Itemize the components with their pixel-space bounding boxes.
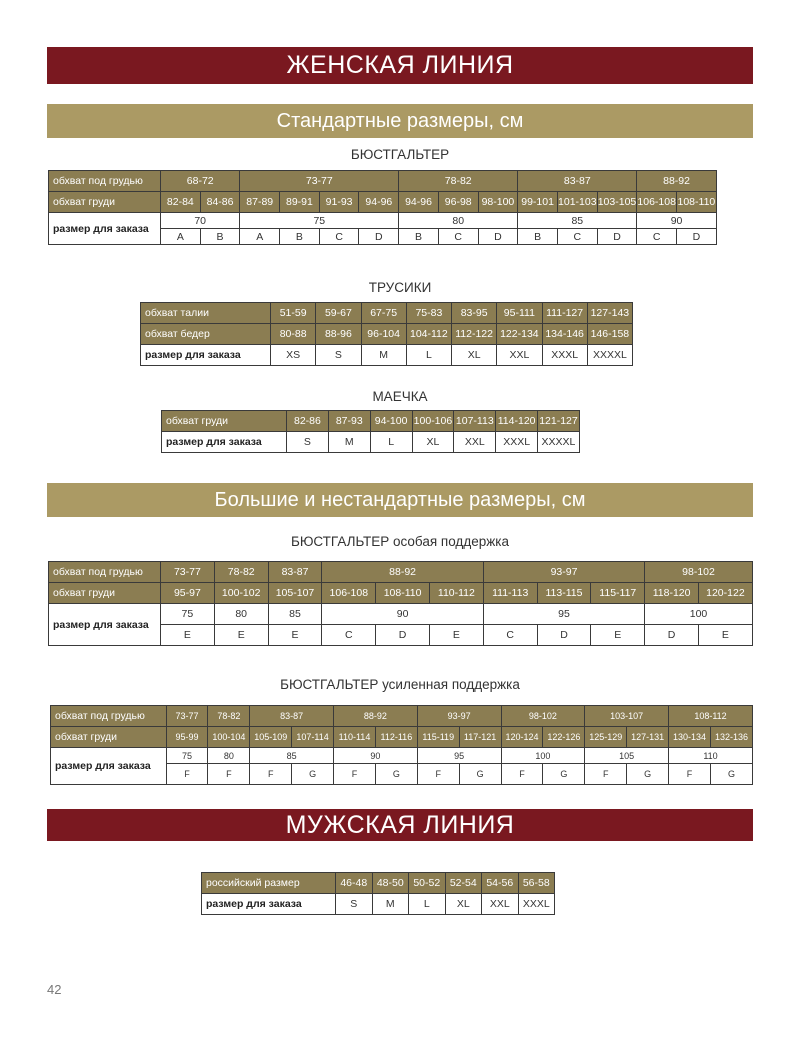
table-cell: E bbox=[699, 625, 753, 646]
panties-size-table bbox=[140, 302, 633, 366]
table-row bbox=[51, 748, 753, 764]
table-cell: 127-131 bbox=[627, 727, 669, 748]
table-cell: L bbox=[406, 345, 451, 366]
table-cell: S bbox=[287, 432, 329, 453]
table-cell: S bbox=[336, 894, 373, 915]
men-line-title: МУЖСКАЯ ЛИНИЯ bbox=[285, 810, 515, 839]
table-cell: G bbox=[627, 764, 669, 785]
table-cell: M bbox=[372, 894, 409, 915]
table-cell: 83-87 bbox=[268, 562, 322, 583]
table-cell: G bbox=[292, 764, 334, 785]
table-cell: XXXL bbox=[496, 432, 538, 453]
table-cell: G bbox=[375, 764, 417, 785]
table-cell: 56-58 bbox=[518, 873, 555, 894]
page-number: 42 bbox=[47, 982, 62, 997]
table-cell: 108-110 bbox=[677, 192, 717, 213]
table-cell: 88-92 bbox=[637, 171, 716, 192]
table-cell: 94-96 bbox=[359, 192, 399, 213]
table-cell: 73-77 bbox=[166, 706, 208, 727]
table-row bbox=[141, 303, 633, 324]
table-cell: 70 bbox=[161, 213, 240, 229]
table-cell: M bbox=[328, 432, 370, 453]
table-cell: 75 bbox=[161, 604, 215, 625]
men-size-table bbox=[201, 872, 555, 915]
table-cell: 90 bbox=[322, 604, 483, 625]
table-cell: 88-92 bbox=[322, 562, 483, 583]
table-cell: XL bbox=[445, 894, 482, 915]
table-cell: F bbox=[585, 764, 627, 785]
table-cell: 100-102 bbox=[214, 583, 268, 604]
table-row bbox=[51, 706, 753, 727]
table-cell: 118-120 bbox=[645, 583, 699, 604]
standard-sizes-banner bbox=[47, 104, 753, 138]
table-row bbox=[202, 873, 555, 894]
table-cell: E bbox=[591, 625, 645, 646]
table-cell: F bbox=[669, 764, 711, 785]
table-cell: 89-91 bbox=[280, 192, 320, 213]
table-row bbox=[141, 324, 633, 345]
bra-reinforced-size-table bbox=[50, 705, 753, 785]
table-cell: XXXXL bbox=[538, 432, 580, 453]
table-cell: 94-100 bbox=[370, 411, 412, 432]
table-cell: 104-112 bbox=[406, 324, 451, 345]
table-cell: 85 bbox=[250, 748, 334, 764]
standard-sizes-title: Стандартные размеры, см bbox=[276, 109, 524, 132]
row-label: обхват груди bbox=[49, 583, 161, 604]
table-cell: B bbox=[518, 229, 558, 245]
table-cell: 112-122 bbox=[452, 324, 497, 345]
table-cell: 90 bbox=[334, 748, 418, 764]
table-cell: 48-50 bbox=[372, 873, 409, 894]
table-cell: 132-136 bbox=[710, 727, 752, 748]
table-row bbox=[49, 562, 753, 583]
table-cell: 106-108 bbox=[637, 192, 677, 213]
table-cell: XXXXL bbox=[587, 345, 632, 366]
row-label: размер для заказа bbox=[51, 748, 167, 785]
table-cell: 99-101 bbox=[518, 192, 558, 213]
table-cell: 122-134 bbox=[497, 324, 542, 345]
table-cell: 78-82 bbox=[208, 706, 250, 727]
table-cell: 90 bbox=[637, 213, 716, 229]
table-cell: 100-104 bbox=[208, 727, 250, 748]
table-cell: 73-77 bbox=[161, 562, 215, 583]
table-cell: D bbox=[478, 229, 518, 245]
table-row bbox=[49, 604, 753, 625]
table-cell: 146-158 bbox=[587, 324, 632, 345]
table-cell: 80-88 bbox=[271, 324, 316, 345]
table-row bbox=[51, 727, 753, 748]
table-cell: D bbox=[645, 625, 699, 646]
table-cell: D bbox=[677, 229, 717, 245]
table-cell: 85 bbox=[518, 213, 637, 229]
table-cell: D bbox=[537, 625, 591, 646]
table-cell: D bbox=[359, 229, 399, 245]
table-cell: XL bbox=[452, 345, 497, 366]
row-label: обхват бедер bbox=[141, 324, 271, 345]
table-cell: 88-92 bbox=[334, 706, 418, 727]
table-cell: E bbox=[429, 625, 483, 646]
table-cell: 95 bbox=[483, 604, 644, 625]
table-cell: 75 bbox=[240, 213, 399, 229]
table-cell: 113-115 bbox=[537, 583, 591, 604]
table-cell: 80 bbox=[214, 604, 268, 625]
table-row bbox=[162, 411, 580, 432]
table-cell: 95-97 bbox=[161, 583, 215, 604]
table-cell: L bbox=[370, 432, 412, 453]
table-cell: 120-124 bbox=[501, 727, 543, 748]
table-cell: 91-93 bbox=[319, 192, 359, 213]
table-cell: 93-97 bbox=[483, 562, 644, 583]
table-cell: 87-89 bbox=[240, 192, 280, 213]
table-cell: 46-48 bbox=[336, 873, 373, 894]
table-cell: 120-122 bbox=[699, 583, 753, 604]
table-cell: 95-111 bbox=[497, 303, 542, 324]
row-label: обхват груди bbox=[49, 192, 161, 213]
table-cell: 83-95 bbox=[452, 303, 497, 324]
table-cell: 78-82 bbox=[214, 562, 268, 583]
table-cell: E bbox=[268, 625, 322, 646]
table-cell: 59-67 bbox=[316, 303, 361, 324]
table-row bbox=[162, 432, 580, 453]
table-cell: 122-126 bbox=[543, 727, 585, 748]
table-cell: 83-87 bbox=[518, 171, 637, 192]
table-row bbox=[141, 345, 633, 366]
table-cell: 105-107 bbox=[268, 583, 322, 604]
table-cell: G bbox=[459, 764, 501, 785]
table-cell: 87-93 bbox=[328, 411, 370, 432]
women-line-title: ЖЕНСКАЯ ЛИНИЯ bbox=[286, 51, 514, 79]
table-cell: A bbox=[161, 229, 201, 245]
table-cell: 107-114 bbox=[292, 727, 334, 748]
row-label: обхват груди bbox=[51, 727, 167, 748]
row-label: обхват под грудью bbox=[51, 706, 167, 727]
row-label: размер для заказа bbox=[162, 432, 287, 453]
table-cell: F bbox=[208, 764, 250, 785]
table-cell: 50-52 bbox=[409, 873, 446, 894]
table-cell: 108-110 bbox=[376, 583, 430, 604]
table-cell: 78-82 bbox=[399, 171, 518, 192]
table-cell: 98-100 bbox=[478, 192, 518, 213]
table-cell: A bbox=[240, 229, 280, 245]
table-row bbox=[202, 894, 555, 915]
table-cell: 67-75 bbox=[361, 303, 406, 324]
table-cell: 121-127 bbox=[538, 411, 580, 432]
table-cell: 127-143 bbox=[587, 303, 632, 324]
table-cell: 100-106 bbox=[412, 411, 454, 432]
table-cell: XXL bbox=[454, 432, 496, 453]
table-cell: L bbox=[409, 894, 446, 915]
bra-special-table-title: БЮСТГАЛЬТЕР особая поддержка bbox=[291, 534, 509, 549]
table-cell: 110 bbox=[669, 748, 753, 764]
table-cell: 101-103 bbox=[557, 192, 597, 213]
row-label: размер для заказа bbox=[141, 345, 271, 366]
table-cell: XXL bbox=[482, 894, 519, 915]
table-cell: 93-97 bbox=[417, 706, 501, 727]
bra-size-table bbox=[48, 170, 717, 245]
tank-size-table bbox=[161, 410, 580, 453]
row-label: размер для заказа bbox=[49, 213, 161, 245]
row-label: размер для заказа bbox=[49, 604, 161, 646]
table-cell: C bbox=[438, 229, 478, 245]
table-cell: 115-119 bbox=[417, 727, 459, 748]
table-cell: C bbox=[483, 625, 537, 646]
women-line-banner bbox=[47, 47, 753, 84]
table-cell: C bbox=[557, 229, 597, 245]
table-cell: 84-86 bbox=[200, 192, 240, 213]
table-cell: 96-104 bbox=[361, 324, 406, 345]
table-cell: 111-127 bbox=[542, 303, 587, 324]
table-cell: F bbox=[501, 764, 543, 785]
table-cell: 105 bbox=[585, 748, 669, 764]
row-label: обхват груди bbox=[162, 411, 287, 432]
table-cell: E bbox=[214, 625, 268, 646]
table-cell: C bbox=[637, 229, 677, 245]
table-cell: 52-54 bbox=[445, 873, 482, 894]
table-cell: 125-129 bbox=[585, 727, 627, 748]
table-row bbox=[49, 192, 717, 213]
table-cell: 96-98 bbox=[438, 192, 478, 213]
table-cell: 100 bbox=[501, 748, 585, 764]
table-cell: F bbox=[417, 764, 459, 785]
bra-table-title: БЮСТГАЛЬТЕР bbox=[350, 147, 450, 162]
table-cell: D bbox=[376, 625, 430, 646]
table-cell: 98-102 bbox=[501, 706, 585, 727]
table-cell: 54-56 bbox=[482, 873, 519, 894]
table-cell: 82-86 bbox=[287, 411, 329, 432]
table-cell: 111-113 bbox=[483, 583, 537, 604]
table-cell: 85 bbox=[268, 604, 322, 625]
table-cell: 106-108 bbox=[322, 583, 376, 604]
row-label: обхват под грудью bbox=[49, 171, 161, 192]
table-cell: C bbox=[322, 625, 376, 646]
table-cell: B bbox=[280, 229, 320, 245]
table-cell: 80 bbox=[208, 748, 250, 764]
table-cell: M bbox=[361, 345, 406, 366]
table-cell: 98-102 bbox=[645, 562, 753, 583]
table-row bbox=[49, 171, 717, 192]
table-cell: F bbox=[334, 764, 376, 785]
table-cell: 95-99 bbox=[166, 727, 208, 748]
table-cell: 134-146 bbox=[542, 324, 587, 345]
table-row bbox=[49, 583, 753, 604]
table-cell: 105-109 bbox=[250, 727, 292, 748]
bra-special-size-table bbox=[48, 561, 753, 646]
panties-table-title: ТРУСИКИ bbox=[368, 280, 432, 295]
table-cell: XXXL bbox=[542, 345, 587, 366]
table-cell: 103-105 bbox=[597, 192, 637, 213]
row-label: российский размер bbox=[202, 873, 336, 894]
table-cell: 115-117 bbox=[591, 583, 645, 604]
row-label: обхват талии bbox=[141, 303, 271, 324]
table-cell: 114-120 bbox=[496, 411, 538, 432]
table-cell: 80 bbox=[399, 213, 518, 229]
table-cell: 110-112 bbox=[429, 583, 483, 604]
tank-table-title: МАЕЧКА bbox=[372, 389, 428, 404]
table-cell: 110-114 bbox=[334, 727, 376, 748]
men-line-banner bbox=[47, 809, 753, 841]
table-cell: XXXL bbox=[518, 894, 555, 915]
table-cell: 95 bbox=[417, 748, 501, 764]
table-cell: 130-134 bbox=[669, 727, 711, 748]
table-cell: F bbox=[166, 764, 208, 785]
table-cell: G bbox=[543, 764, 585, 785]
table-cell: 107-113 bbox=[454, 411, 496, 432]
table-cell: 100 bbox=[645, 604, 753, 625]
row-label: обхват под грудью bbox=[49, 562, 161, 583]
table-cell: 82-84 bbox=[161, 192, 201, 213]
table-cell: C bbox=[319, 229, 359, 245]
large-sizes-title: Большие и нестандартные размеры, см bbox=[214, 488, 586, 511]
table-cell: B bbox=[200, 229, 240, 245]
table-cell: 75 bbox=[166, 748, 208, 764]
table-row bbox=[49, 213, 717, 229]
table-cell: 73-77 bbox=[240, 171, 399, 192]
table-cell: XXL bbox=[497, 345, 542, 366]
table-cell: XL bbox=[412, 432, 454, 453]
table-cell: E bbox=[161, 625, 215, 646]
table-cell: D bbox=[597, 229, 637, 245]
table-cell: 117-121 bbox=[459, 727, 501, 748]
table-cell: 88-96 bbox=[316, 324, 361, 345]
table-cell: 103-107 bbox=[585, 706, 669, 727]
table-cell: XS bbox=[271, 345, 316, 366]
bra-reinforced-table-title: БЮСТГАЛЬТЕР усиленная поддержка bbox=[280, 677, 520, 692]
table-cell: F bbox=[250, 764, 292, 785]
table-cell: 75-83 bbox=[406, 303, 451, 324]
table-cell: 83-87 bbox=[250, 706, 334, 727]
table-cell: G bbox=[710, 764, 752, 785]
table-cell: S bbox=[316, 345, 361, 366]
row-label: размер для заказа bbox=[202, 894, 336, 915]
table-cell: 112-116 bbox=[375, 727, 417, 748]
table-cell: 94-96 bbox=[399, 192, 439, 213]
large-sizes-banner bbox=[47, 483, 753, 517]
table-cell: 68-72 bbox=[161, 171, 240, 192]
table-cell: B bbox=[399, 229, 439, 245]
table-cell: 51-59 bbox=[271, 303, 316, 324]
table-cell: 108-112 bbox=[669, 706, 753, 727]
